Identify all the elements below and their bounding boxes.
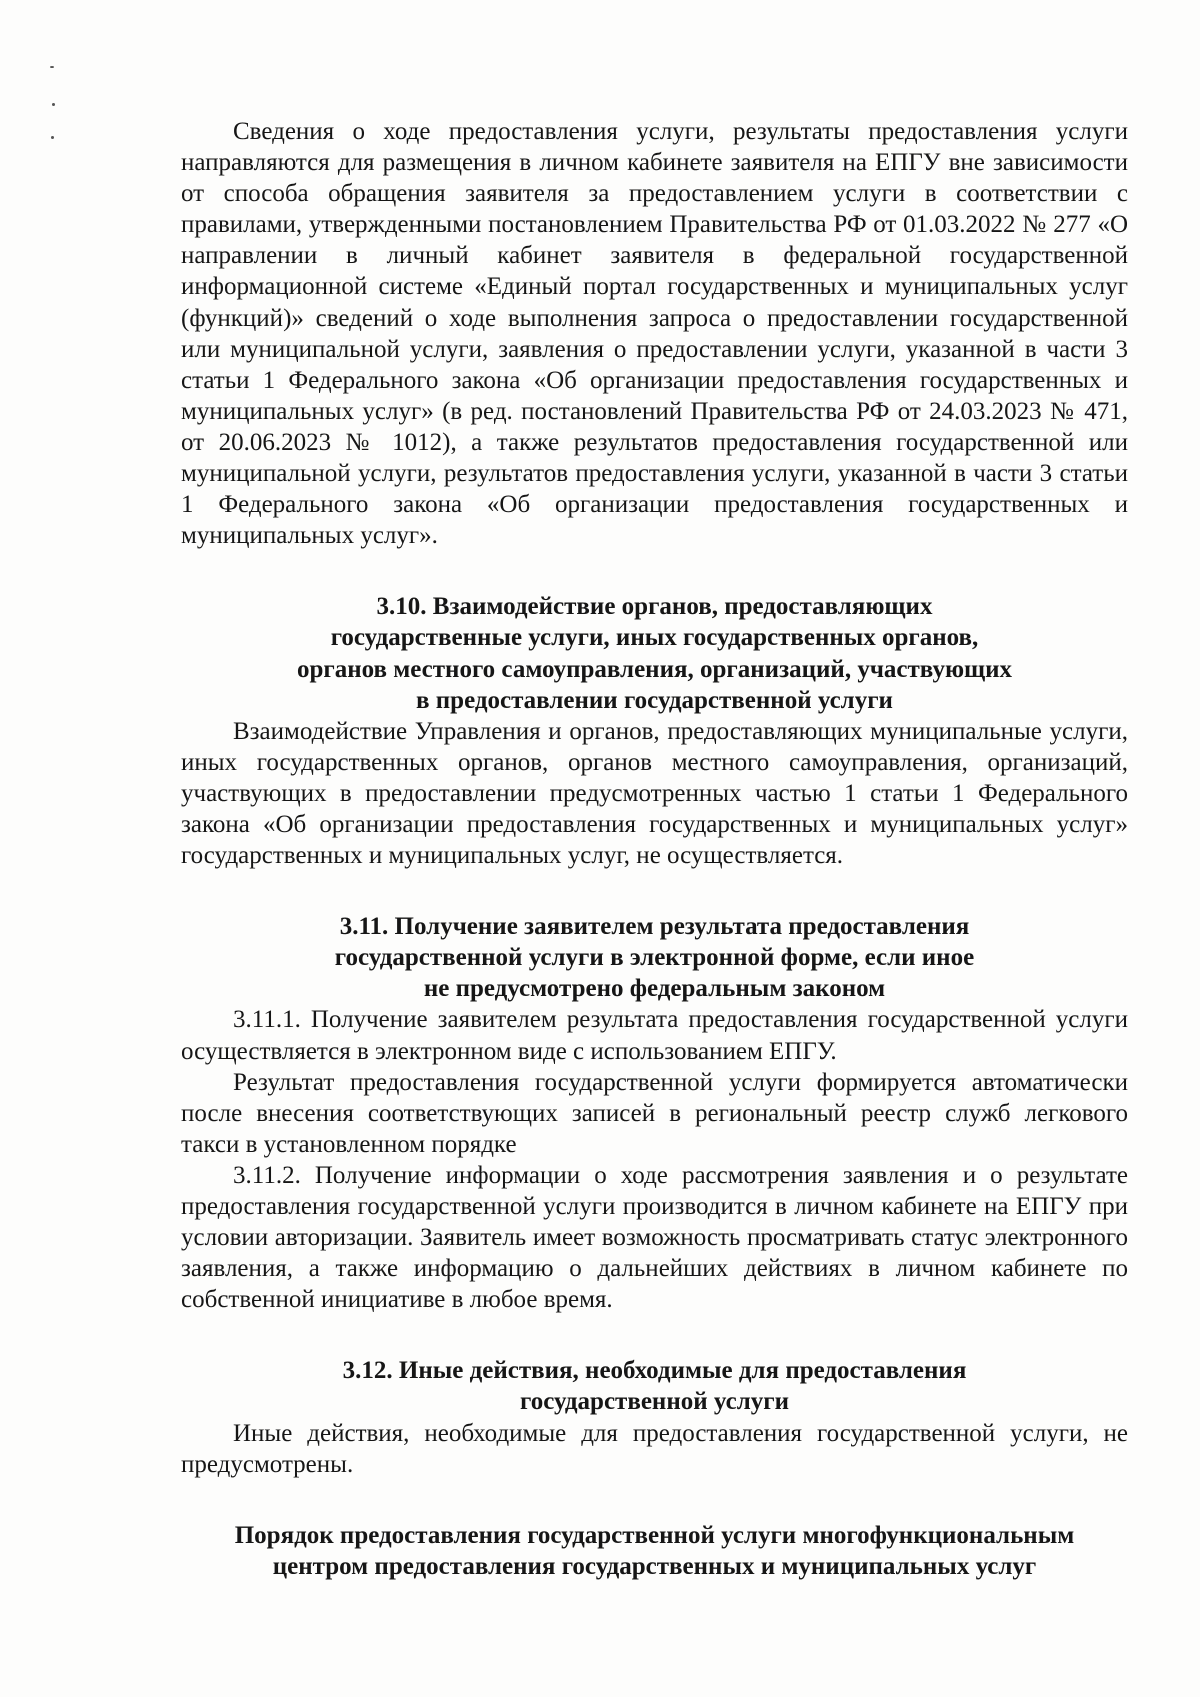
paragraph-3-11-1: 3.11.1. Получение заявителем результата предоставления государственной услуги осуществляется в электронном виде с использованием ЕПГУ. xyxy=(181,1006,1128,1065)
paragraph-other-actions: Иные действия, необходимые для предоставления государственной услуги, не предусмотрены. xyxy=(181,1419,1128,1478)
scan-speck xyxy=(51,136,54,139)
paragraph-status-info: Сведения о ходе предоставления услуги, результаты предоставления услуги направляются для размещения в личном кабинете заявителя на ЕПГУ вне зависимости от способа обращения заявителя за предоставлением услуги в соответствии с правилами, утвержденными постановлением Правительства РФ от 01.03.2022 № 277 «О направлении в личный кабинет заявителя в федеральной государственной информационной системе «Единый портал государственных и муниципальных услуг (функций)» сведений о ходе выполнения запроса о предоставлении государственной или муниципальной услуги, заявления о предоставлении услуги, указанной в части 3 статьи 1 Федерального закона «Об организации предоставления государственных и муниципальных услуг» (в ред. постановлений Правительства РФ от 24.03.2023 № 471, от 20.06.2023 № 1012), а также результатов предоставления государственной или муниципальной услуги, результатов предоставления услуги, указанной в части 3 статьи 1 Федерального закона «Об организации предоставления государственных и муниципальных услуг». xyxy=(181,118,1128,550)
heading-line: Порядок предоставления государственной услуги многофункциональным xyxy=(234,1521,1075,1549)
heading-line: центром предоставления государственных и муниципальных услуг xyxy=(272,1552,1037,1580)
heading-mfc-procedure xyxy=(181,1520,1128,1582)
document-body xyxy=(181,116,1128,1582)
heading-line: государственной услуги в электронной форме, если иное xyxy=(334,944,975,972)
paragraph-interaction: Взаимодействие Управления и органов, предоставляющих муниципальные услуги, иных государственных органов, органов местного самоуправления, организаций, участвующих в предоставлении предусмотренных частью 1 статьи 1 Федерального закона «Об организации предоставления государственных и муниципальных услуг» государственных и муниципальных услуг, не осуществляется. xyxy=(181,717,1128,870)
scan-speck xyxy=(50,66,54,68)
paragraph-result: Результат предоставления государственной услуги формируется автоматически после внесения соответствующих записей в региональный реестр служб легкового такси в установленном порядке xyxy=(181,1068,1128,1158)
heading-line: 3.11. Получение заявителем результата предоставления xyxy=(339,913,970,941)
heading-line: органов местного самоуправления, организаций, участвующих xyxy=(296,655,1013,683)
heading-line: государственные услуги, иных государственных органов, xyxy=(330,624,979,652)
heading-3-11 xyxy=(181,911,1128,1004)
heading-line: 3.10. Взаимодействие органов, предоставляющих xyxy=(376,593,933,621)
paragraph-3-11-2: 3.11.2. Получение информации о ходе рассмотрения заявления и о результате предоставления государственной услуги производится в личном кабинете на ЕПГУ при условии авторизации. Заявитель имеет возможность просматривать статус электронного заявления, а также информацию о дальнейших действиях в личном кабинете по собственной инициативе в любое время. xyxy=(181,1161,1128,1314)
scan-speck xyxy=(52,103,55,106)
heading-3-10 xyxy=(181,591,1128,715)
heading-line: в предоставлении государственной услуги xyxy=(416,686,893,714)
heading-3-12 xyxy=(181,1355,1128,1417)
heading-line: не предусмотрено федеральным законом xyxy=(423,975,886,1003)
heading-line: 3.12. Иные действия, необходимые для предоставления xyxy=(342,1357,967,1385)
heading-line: государственной услуги xyxy=(519,1388,790,1416)
